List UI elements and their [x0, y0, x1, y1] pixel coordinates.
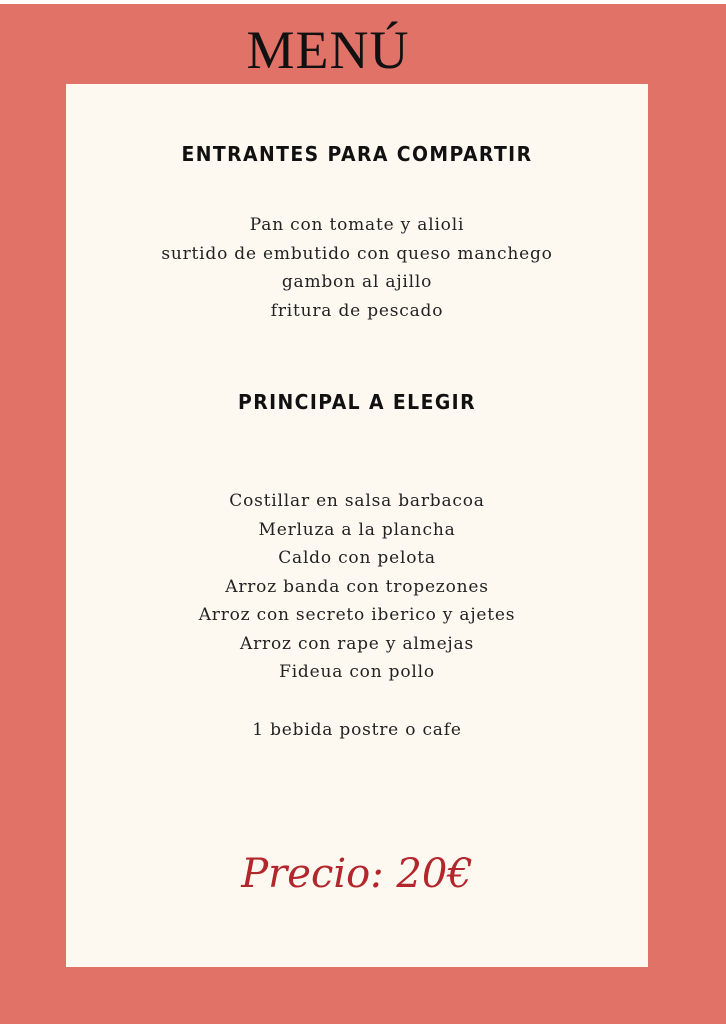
section-heading-principal: PRINCIPAL A ELEGIR: [238, 390, 476, 414]
list-item: Arroz con rape y almejas: [240, 633, 474, 654]
section-heading-entrantes: ENTRANTES PARA COMPARTIR: [181, 142, 533, 166]
list-item: Pan con tomate y alioli: [249, 215, 465, 235]
drink-dessert-note: 1 bebida postre o cafe: [252, 720, 462, 740]
list-item: Arroz banda con tropezones: [225, 576, 489, 597]
list-item: Arroz con secreto iberico y ajetes: [198, 605, 516, 625]
list-item: surtido de embutido con queso manchego: [161, 243, 553, 264]
principal-list: [66, 487, 648, 687]
entrantes-list: [66, 211, 648, 325]
list-item: Merluza a la plancha: [258, 519, 456, 540]
list-item: Fideua con pollo: [279, 662, 435, 682]
list-item: fritura de pescado: [270, 300, 444, 321]
menu-title: MENÚ: [246, 20, 410, 80]
list-item: gambon al ajillo: [281, 272, 433, 292]
menu-page: [0, 4, 726, 1024]
list-item: Costillar en salsa barbacoa: [229, 491, 485, 511]
list-item: Caldo con pelota: [278, 548, 436, 568]
menu-card: [66, 84, 648, 967]
price-label: Precio: 20€: [241, 851, 473, 897]
